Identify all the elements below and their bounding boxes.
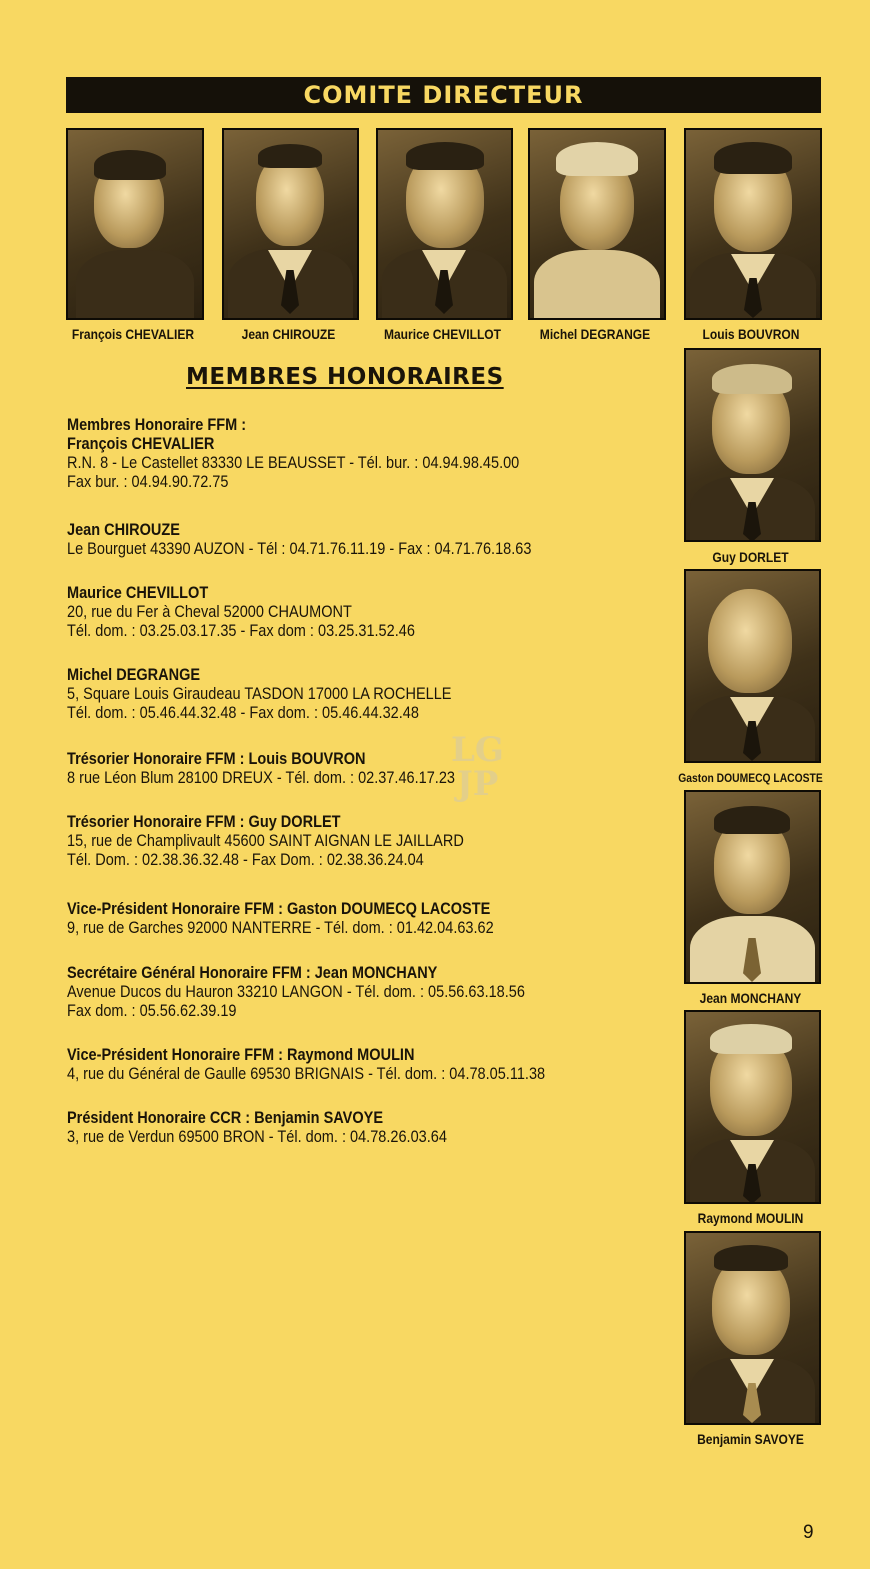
portrait-photo bbox=[66, 128, 204, 320]
section-banner-comite-directeur bbox=[66, 77, 821, 113]
portrait-caption: Guy DORLET bbox=[712, 549, 789, 565]
portrait-photo bbox=[684, 348, 821, 542]
portrait-caption: François CHEVALIER bbox=[71, 326, 195, 342]
honorary-entry bbox=[67, 1109, 595, 1147]
honorary-entry bbox=[67, 416, 595, 492]
entry-fax: Fax bur. : 04.94.90.72.75 bbox=[67, 473, 229, 491]
entry-address: Le Bourguet 43390 AUZON - Tél : 04.71.76.11.19 - Fax : 04.71.76.18.63 bbox=[67, 540, 532, 558]
entry-address: Avenue Ducos du Hauron 33210 LANGON - Tél. dom. : 05.56.63.18.56 bbox=[67, 983, 525, 1001]
entry-fax: Fax dom. : 05.56.62.39.19 bbox=[67, 1002, 237, 1020]
portrait-caption: Maurice CHEVILLOT bbox=[383, 326, 502, 342]
entry-heading: Trésorier Honoraire FFM : Louis BOUVRON bbox=[67, 750, 366, 768]
entry-address: 8 rue Léon Blum 28100 DREUX - Tél. dom. : 02.37.46.17.23 bbox=[67, 769, 455, 787]
portrait-caption: Jean MONCHANY bbox=[699, 990, 802, 1006]
banner-title: COMITE DIRECTEUR bbox=[303, 81, 584, 109]
honorary-entry bbox=[67, 964, 595, 1021]
honorary-entry bbox=[67, 1046, 595, 1084]
entry-heading: Membres Honoraire FFM : bbox=[67, 416, 247, 434]
watermark-logo: LG JP bbox=[451, 730, 504, 804]
entry-heading: Vice-Président Honoraire FFM : Gaston DOUMECQ LACOSTE bbox=[67, 900, 491, 918]
entry-address: 4, rue du Général de Gaulle 69530 BRIGNAIS - Tél. dom. : 04.78.05.11.38 bbox=[67, 1065, 546, 1083]
entry-heading: Secrétaire Général Honoraire FFM : Jean MONCHANY bbox=[67, 964, 438, 982]
portrait-caption: Benjamin SAVOYE bbox=[697, 1431, 804, 1447]
entry-address: 9, rue de Garches 92000 NANTERRE - Tél. dom. : 01.42.04.63.62 bbox=[67, 919, 494, 937]
portrait-caption: Louis BOUVRON bbox=[702, 326, 800, 342]
honorary-entry bbox=[67, 900, 595, 938]
portrait-photo bbox=[222, 128, 359, 320]
portrait-caption: Gaston DOUMECQ LACOSTE bbox=[678, 771, 823, 785]
entry-phone: Tél. Dom. : 02.38.36.32.48 - Fax Dom. : 02.38.36.24.04 bbox=[67, 851, 424, 869]
entry-address: R.N. 8 - Le Castellet 83330 LE BEAUSSET - Tél. bur. : 04.94.98.45.00 bbox=[67, 454, 520, 472]
entry-phone: Tél. dom. : 05.46.44.32.48 - Fax dom. : 05.46.44.32.48 bbox=[67, 704, 419, 722]
entry-heading: Maurice CHEVILLOT bbox=[67, 584, 209, 602]
portrait-photo bbox=[528, 128, 666, 320]
entry-heading: Vice-Président Honoraire FFM : Raymond MOULIN bbox=[67, 1046, 415, 1064]
portrait-photo bbox=[376, 128, 513, 320]
entry-address: 15, rue de Champlivault 45600 SAINT AIGNAN LE JAILLARD bbox=[67, 832, 464, 850]
honorary-entry bbox=[67, 813, 595, 870]
honorary-entry bbox=[67, 521, 595, 559]
portrait-photo bbox=[684, 1231, 821, 1425]
portrait-photo bbox=[684, 790, 821, 984]
entry-heading: Trésorier Honoraire FFM : Guy DORLET bbox=[67, 813, 341, 831]
portrait-caption: Jean CHIROUZE bbox=[241, 326, 336, 342]
portrait-caption: Michel DEGRANGE bbox=[539, 326, 651, 342]
honorary-entry bbox=[67, 584, 595, 641]
portrait-photo bbox=[684, 1010, 821, 1204]
portrait-caption: Raymond MOULIN bbox=[697, 1210, 804, 1226]
entry-heading: Président Honoraire CCR : Benjamin SAVOYE bbox=[67, 1109, 384, 1127]
entry-phone: Tél. dom. : 03.25.03.17.35 - Fax dom : 03.25.31.52.46 bbox=[67, 622, 415, 640]
honorary-entry bbox=[67, 750, 595, 788]
entry-heading: Michel DEGRANGE bbox=[67, 666, 201, 684]
portrait-photo bbox=[684, 569, 821, 763]
page-number: 9 bbox=[803, 1522, 814, 1543]
section-title-membres-honoraires: MEMBRES HONORAIRES bbox=[186, 364, 504, 390]
portrait-photo bbox=[684, 128, 822, 320]
entry-address: 3, rue de Verdun 69500 BRON - Tél. dom. : 04.78.26.03.64 bbox=[67, 1128, 447, 1146]
entry-heading: Jean CHIROUZE bbox=[67, 521, 180, 539]
entry-address: 20, rue du Fer à Cheval 52000 CHAUMONT bbox=[67, 603, 352, 621]
entry-name: François CHEVALIER bbox=[67, 435, 215, 453]
entry-address: 5, Square Louis Giraudeau TASDON 17000 LA ROCHELLE bbox=[67, 685, 452, 703]
honorary-entry bbox=[67, 666, 595, 723]
